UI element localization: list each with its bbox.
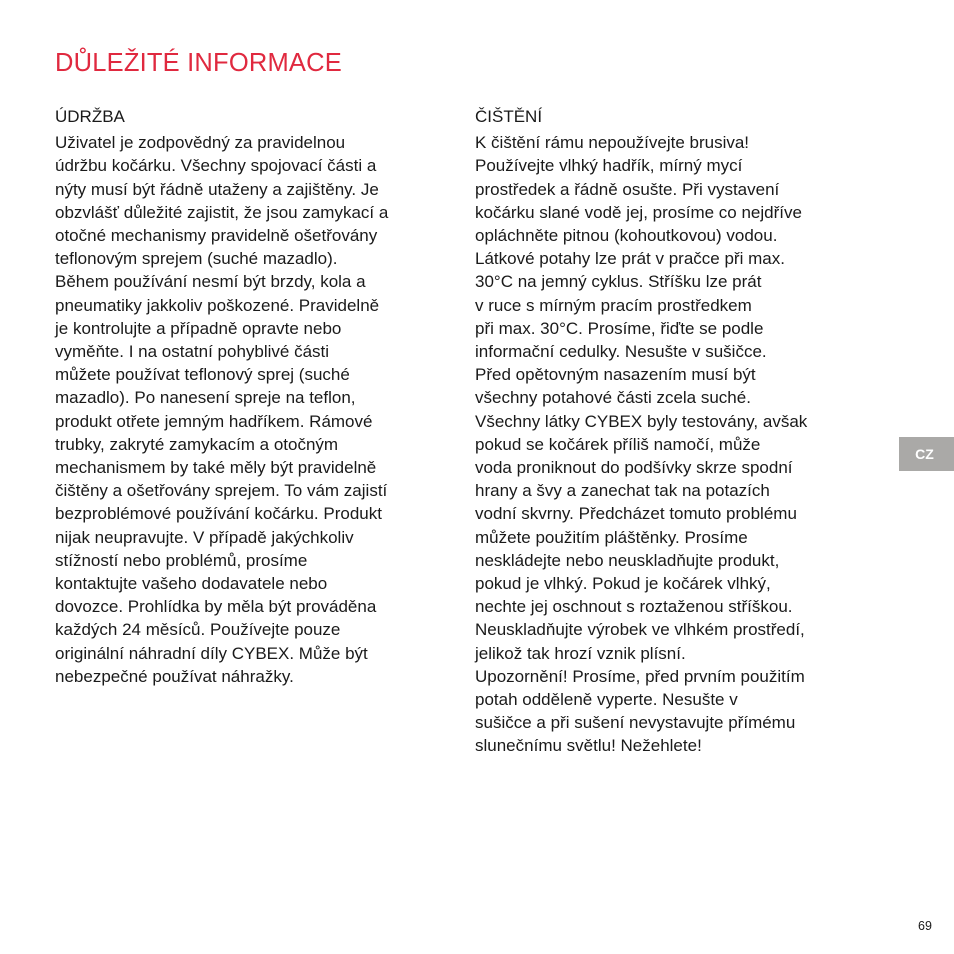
page-number: 69	[918, 919, 932, 933]
body-line: v ruce s mírným pracím prostředkem	[475, 295, 752, 315]
body-line: produkt otřete jemným hadříkem. Rámové	[55, 411, 373, 431]
body-line: otočné mechanismy pravidelně ošetřovány	[55, 226, 378, 246]
body-line: mazadlo). Po nanesení spreje na teflon,	[55, 388, 356, 408]
body-line: nechte jej oschnout s roztaženou stříškou.	[475, 597, 793, 617]
body-line: můžete použitím pláštěnky. Prosíme	[475, 527, 748, 547]
body-line: kontaktujte vašeho dodavatele nebo	[55, 574, 328, 594]
body-line: každých 24 měsíců. Používejte pouze	[55, 620, 341, 640]
body-line: Všechny látky CYBEX byly testovány, avšak	[475, 411, 808, 431]
language-tab-label: CZ	[915, 446, 934, 462]
body-line: údržbu kočárku. Všechny spojovací části a	[55, 156, 377, 176]
body-line: 30°C na jemný cyklus. Stříšku lze prát	[475, 272, 762, 292]
body-line: jelikož tak hrozí vznik plísní.	[475, 643, 686, 663]
body-line: nebezpečné používat náhražky.	[55, 666, 294, 686]
body-line: K čištění rámu nepoužívejte brusiva!	[475, 133, 750, 153]
body-line: při max. 30°C. Prosíme, řiďte se podle	[475, 318, 764, 338]
body-line: Používejte vlhký hadřík, mírný mycí	[475, 156, 743, 176]
body-line: trubky, zakryté zamykacím a otočným	[55, 434, 339, 454]
body-line: Uživatel je zodpovědný za pravidelnou	[55, 133, 346, 153]
body-line: Během používání nesmí být brzdy, kola a	[55, 272, 366, 292]
body-line: můžete používat teflonový sprej (suché	[55, 365, 350, 385]
body-line: nijak neupravujte. V případě jakýchkoliv	[55, 527, 354, 547]
section-maintenance	[55, 105, 447, 688]
body-line: pneumatiky jakkoliv poškozené. Pravidelně	[55, 295, 380, 315]
body-line: teflonovým sprejem (suché mazadlo).	[55, 249, 338, 269]
language-tab	[899, 437, 954, 471]
body-line: prostředek a řádně osušte. Při vystavení	[475, 179, 780, 199]
body-line: hrany a švy a zanechat tak na potazích	[475, 481, 770, 501]
body-line: informační cedulky. Nesušte v sušičce.	[475, 342, 767, 362]
section-heading-maintenance: ÚDRŽBA	[55, 107, 125, 126]
body-line: opláchněte pitnou (kohoutkovou) vodou.	[475, 226, 778, 246]
body-line: mechanismem by také měly být pravidelně	[55, 458, 377, 478]
body-line: nýty musí být řádně utaženy a zajištěny. Je	[55, 179, 379, 199]
body-line: kočárku slané vodě jej, prosíme co nejdříve	[475, 202, 802, 222]
section-cleaning	[475, 105, 867, 758]
body-line: slunečnímu světlu! Nežehlete!	[475, 736, 702, 756]
body-line: pokud je vlhký. Pokud je kočárek vlhký,	[475, 574, 771, 594]
section-body-cleaning	[475, 131, 867, 757]
body-line: voda proniknout do podšívky skrze spodní	[475, 458, 793, 478]
body-line: dovozce. Prohlídka by měla být prováděna	[55, 597, 377, 617]
body-line: Neuskladňujte výrobek ve vlhkém prostředí,	[475, 620, 805, 640]
body-line: vodní skvrny. Předcházet tomuto problému	[475, 504, 797, 524]
body-line: potah odděleně vyperte. Nesušte v	[475, 690, 738, 710]
section-heading-cleaning: ČIŠTĚNÍ	[475, 107, 543, 126]
body-line: obzvlášť důležité zajistit, že jsou zamykací a	[55, 202, 389, 222]
body-line: stížností nebo problémů, prosíme	[55, 550, 308, 570]
body-line: originální náhradní díly CYBEX. Může být	[55, 643, 368, 663]
body-line: všechny potahové části zcela suché.	[475, 388, 751, 408]
body-line: neskládejte nebo neuskladňujte produkt,	[475, 550, 780, 570]
section-body-maintenance	[55, 131, 447, 688]
body-line: vyměňte. I na ostatní pohyblivé části	[55, 342, 330, 362]
body-line: pokud se kočárek příliš namočí, může	[475, 434, 761, 454]
body-line: sušičce a při sušení nevystavujte přímému	[475, 713, 796, 733]
body-line: je kontrolujte a případně opravte nebo	[55, 318, 342, 338]
body-line: Látkové potahy lze prát v pračce při max.	[475, 249, 785, 269]
body-line: bezproblémové používání kočárku. Produkt	[55, 504, 382, 524]
page-title: DŮLEŽITÉ INFORMACE	[55, 49, 342, 77]
body-line: Upozornění! Prosíme, před prvním použitím	[475, 666, 805, 686]
body-line: čištěny a ošetřovány sprejem. To vám zajistí	[55, 481, 388, 501]
body-line: Před opětovným nasazením musí být	[475, 365, 756, 385]
